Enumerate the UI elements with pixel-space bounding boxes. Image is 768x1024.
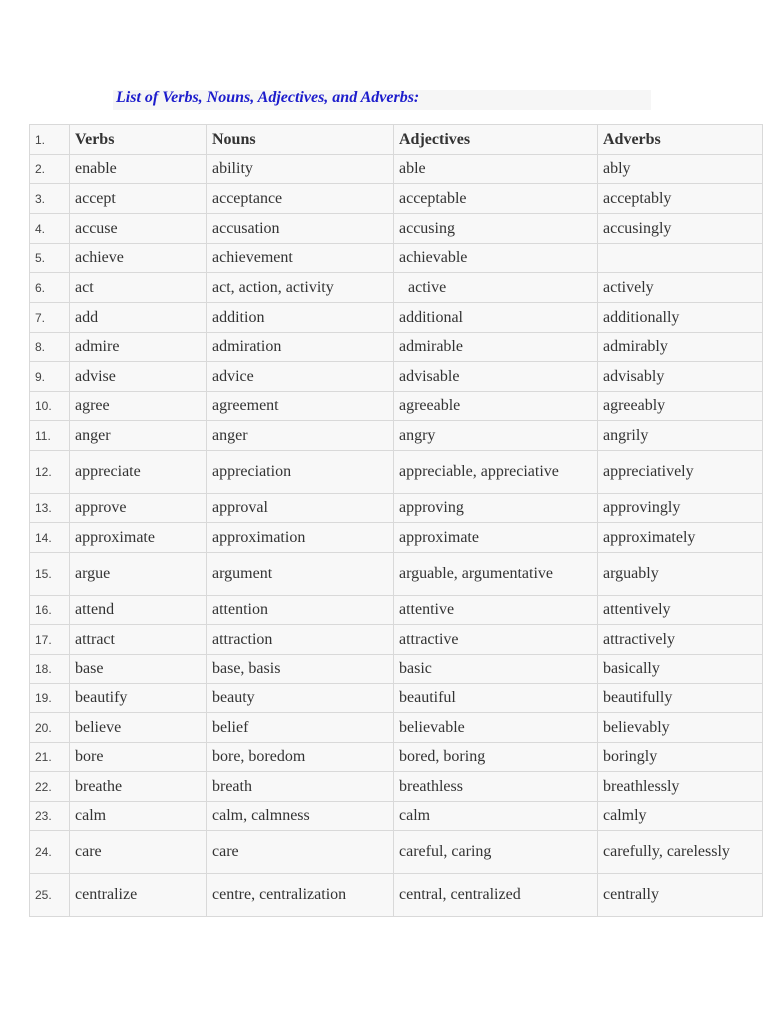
table-row bbox=[30, 184, 763, 214]
row-number: 21. bbox=[30, 743, 70, 772]
cell-noun: anger bbox=[207, 421, 394, 451]
cell-noun: approximation bbox=[207, 523, 394, 553]
cell-noun: beauty bbox=[207, 684, 394, 713]
cell-adverb: acceptably bbox=[598, 184, 763, 214]
cell-adverb: approvingly bbox=[598, 494, 763, 523]
row-number: 13. bbox=[30, 494, 70, 523]
cell-noun: accusation bbox=[207, 214, 394, 244]
cell-adverb: basically bbox=[598, 655, 763, 684]
row-number: 6. bbox=[30, 273, 70, 303]
cell-adverb: advisably bbox=[598, 362, 763, 392]
table-row bbox=[30, 743, 763, 772]
cell-noun: care bbox=[207, 831, 394, 874]
page-title: List of Verbs, Nouns, Adjectives, and Adverbs: bbox=[116, 89, 420, 106]
cell-noun: ability bbox=[207, 155, 394, 184]
cell-adverb: approximately bbox=[598, 523, 763, 553]
cell-adjective: attractive bbox=[394, 625, 598, 655]
cell-adjective: breathless bbox=[394, 772, 598, 802]
table-row bbox=[30, 802, 763, 831]
row-number: 3. bbox=[30, 184, 70, 214]
row-number: 23. bbox=[30, 802, 70, 831]
cell-verb: accuse bbox=[70, 214, 207, 244]
table-row bbox=[30, 214, 763, 244]
cell-adjective: arguable, argumentative bbox=[394, 553, 598, 596]
row-number: 5. bbox=[30, 244, 70, 273]
row-number: 7. bbox=[30, 303, 70, 333]
cell-noun: admiration bbox=[207, 333, 394, 362]
cell-adverb bbox=[598, 244, 763, 273]
cell-noun: argument bbox=[207, 553, 394, 596]
cell-noun: breath bbox=[207, 772, 394, 802]
cell-adjective: bored, boring bbox=[394, 743, 598, 772]
cell-adjective: admirable bbox=[394, 333, 598, 362]
cell-adjective: approving bbox=[394, 494, 598, 523]
row-number: 11. bbox=[30, 421, 70, 451]
cell-noun: agreement bbox=[207, 392, 394, 421]
cell-verb: achieve bbox=[70, 244, 207, 273]
table-row bbox=[30, 155, 763, 184]
header-adverbs: Adverbs bbox=[598, 125, 763, 155]
cell-adjective: accusing bbox=[394, 214, 598, 244]
cell-adverb: beautifully bbox=[598, 684, 763, 713]
row-number: 14. bbox=[30, 523, 70, 553]
cell-adjective: angry bbox=[394, 421, 598, 451]
table-header-row bbox=[30, 125, 763, 155]
cell-noun: act, action, activity bbox=[207, 273, 394, 303]
cell-adverb: centrally bbox=[598, 874, 763, 917]
table-row bbox=[30, 303, 763, 333]
cell-adjective: advisable bbox=[394, 362, 598, 392]
cell-verb: act bbox=[70, 273, 207, 303]
row-number: 24. bbox=[30, 831, 70, 874]
cell-verb: calm bbox=[70, 802, 207, 831]
cell-adjective: approximate bbox=[394, 523, 598, 553]
cell-adverb: admirably bbox=[598, 333, 763, 362]
cell-noun: addition bbox=[207, 303, 394, 333]
cell-verb: centralize bbox=[70, 874, 207, 917]
cell-adverb: agreeably bbox=[598, 392, 763, 421]
cell-noun: advice bbox=[207, 362, 394, 392]
row-number: 25. bbox=[30, 874, 70, 917]
cell-adverb: additionally bbox=[598, 303, 763, 333]
cell-noun: attention bbox=[207, 596, 394, 625]
cell-adjective: able bbox=[394, 155, 598, 184]
row-number: 20. bbox=[30, 713, 70, 743]
cell-adverb: angrily bbox=[598, 421, 763, 451]
table-row bbox=[30, 333, 763, 362]
cell-noun: achievement bbox=[207, 244, 394, 273]
cell-verb: enable bbox=[70, 155, 207, 184]
cell-verb: appreciate bbox=[70, 451, 207, 494]
cell-verb: breathe bbox=[70, 772, 207, 802]
cell-noun: approval bbox=[207, 494, 394, 523]
cell-adjective: agreeable bbox=[394, 392, 598, 421]
cell-noun: acceptance bbox=[207, 184, 394, 214]
table-row bbox=[30, 494, 763, 523]
row-number: 15. bbox=[30, 553, 70, 596]
cell-verb: approximate bbox=[70, 523, 207, 553]
word-forms-table bbox=[29, 124, 763, 917]
cell-adjective: achievable bbox=[394, 244, 598, 273]
row-number: 1. bbox=[30, 125, 70, 155]
cell-adjective: acceptable bbox=[394, 184, 598, 214]
table-row bbox=[30, 523, 763, 553]
cell-adverb: appreciatively bbox=[598, 451, 763, 494]
cell-adverb: breathlessly bbox=[598, 772, 763, 802]
header-verbs: Verbs bbox=[70, 125, 207, 155]
cell-adjective: attentive bbox=[394, 596, 598, 625]
row-number: 4. bbox=[30, 214, 70, 244]
cell-adverb: boringly bbox=[598, 743, 763, 772]
table-row bbox=[30, 772, 763, 802]
cell-verb: anger bbox=[70, 421, 207, 451]
cell-noun: appreciation bbox=[207, 451, 394, 494]
cell-adjective: active bbox=[394, 273, 598, 303]
row-number: 22. bbox=[30, 772, 70, 802]
cell-verb: bore bbox=[70, 743, 207, 772]
table-row bbox=[30, 625, 763, 655]
header-adjectives: Adjectives bbox=[394, 125, 598, 155]
cell-noun: base, basis bbox=[207, 655, 394, 684]
table-row bbox=[30, 713, 763, 743]
cell-verb: attend bbox=[70, 596, 207, 625]
cell-adverb: ably bbox=[598, 155, 763, 184]
cell-noun: calm, calmness bbox=[207, 802, 394, 831]
cell-adverb: arguably bbox=[598, 553, 763, 596]
row-number: 8. bbox=[30, 333, 70, 362]
cell-adjective: careful, caring bbox=[394, 831, 598, 874]
cell-adverb: attractively bbox=[598, 625, 763, 655]
table-row bbox=[30, 244, 763, 273]
cell-noun: bore, boredom bbox=[207, 743, 394, 772]
cell-adjective: basic bbox=[394, 655, 598, 684]
row-number: 19. bbox=[30, 684, 70, 713]
cell-adjective: believable bbox=[394, 713, 598, 743]
cell-verb: believe bbox=[70, 713, 207, 743]
cell-noun: centre, centralization bbox=[207, 874, 394, 917]
cell-verb: argue bbox=[70, 553, 207, 596]
cell-noun: belief bbox=[207, 713, 394, 743]
cell-verb: agree bbox=[70, 392, 207, 421]
cell-adjective: central, centralized bbox=[394, 874, 598, 917]
table-row bbox=[30, 831, 763, 874]
cell-adjective: calm bbox=[394, 802, 598, 831]
cell-adverb: calmly bbox=[598, 802, 763, 831]
cell-adverb: attentively bbox=[598, 596, 763, 625]
cell-verb: admire bbox=[70, 333, 207, 362]
table-row bbox=[30, 273, 763, 303]
cell-verb: add bbox=[70, 303, 207, 333]
cell-verb: attract bbox=[70, 625, 207, 655]
table-row bbox=[30, 451, 763, 494]
table-row bbox=[30, 655, 763, 684]
cell-verb: care bbox=[70, 831, 207, 874]
cell-adjective: appreciable, appreciative bbox=[394, 451, 598, 494]
table-row bbox=[30, 874, 763, 917]
table-row bbox=[30, 392, 763, 421]
table-row bbox=[30, 553, 763, 596]
row-number: 12. bbox=[30, 451, 70, 494]
cell-verb: accept bbox=[70, 184, 207, 214]
cell-adverb: actively bbox=[598, 273, 763, 303]
row-number: 9. bbox=[30, 362, 70, 392]
row-number: 10. bbox=[30, 392, 70, 421]
cell-adjective: additional bbox=[394, 303, 598, 333]
table-row bbox=[30, 421, 763, 451]
cell-verb: base bbox=[70, 655, 207, 684]
cell-verb: advise bbox=[70, 362, 207, 392]
table-row bbox=[30, 362, 763, 392]
cell-noun: attraction bbox=[207, 625, 394, 655]
cell-adverb: accusingly bbox=[598, 214, 763, 244]
cell-adverb: believably bbox=[598, 713, 763, 743]
cell-verb: beautify bbox=[70, 684, 207, 713]
cell-adjective: beautiful bbox=[394, 684, 598, 713]
header-nouns: Nouns bbox=[207, 125, 394, 155]
row-number: 18. bbox=[30, 655, 70, 684]
cell-verb: approve bbox=[70, 494, 207, 523]
cell-adverb: carefully, carelessly bbox=[598, 831, 763, 874]
row-number: 17. bbox=[30, 625, 70, 655]
row-number: 2. bbox=[30, 155, 70, 184]
row-number: 16. bbox=[30, 596, 70, 625]
table-row bbox=[30, 596, 763, 625]
table-row bbox=[30, 684, 763, 713]
